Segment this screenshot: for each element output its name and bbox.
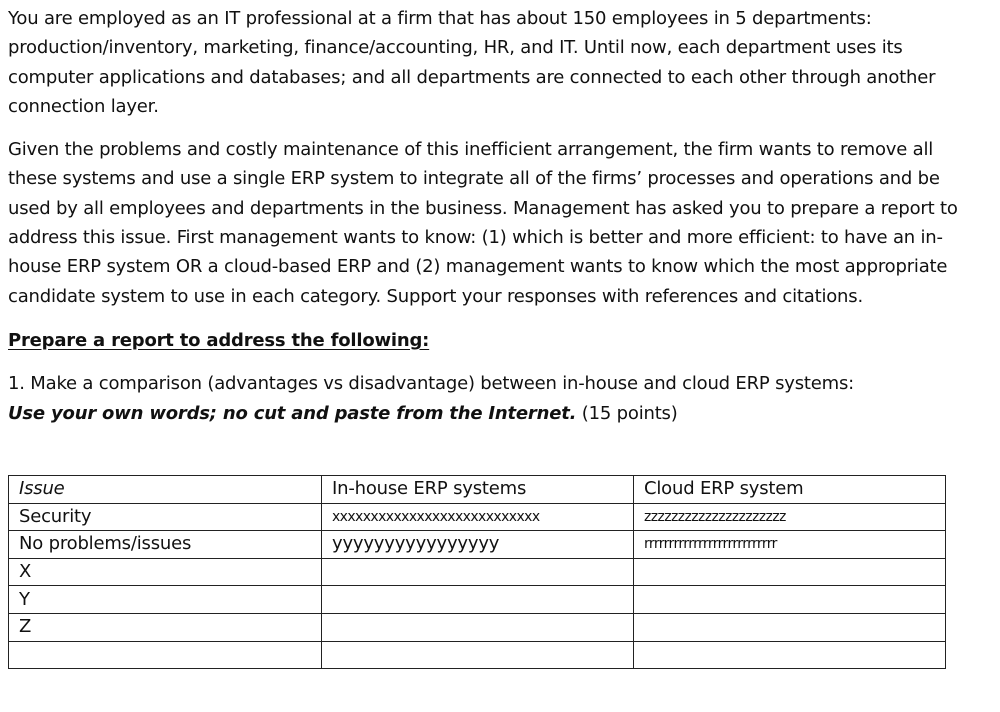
table-cell (322, 558, 634, 586)
table-row (9, 558, 946, 586)
problem-paragraph: Given the problems and costly maintenance of this inefficient arrangement, the firm wants to remove all these systems and use a single ERP system to integrate all of the firms’ processes and operations and be used by all employees and departments in the business. Management has asked you to prepare a report to address this issue. First management wants to know: (1) which is better and more efficient: to have an in-house ERP system OR a cloud-based ERP and (2) management wants to know which the most appropriate candidate system to use in each category. Support your responses with references and citations. (8, 139, 958, 307)
table-row (9, 531, 946, 559)
table-cell: xxxxxxxxxxxxxxxxxxxxxxxxxxx (322, 503, 634, 531)
question-1-instruction: Use your own words; no cut and paste from the Internet. (8, 402, 577, 424)
table-cell: yyyyyyyyyyyyyyyy (322, 531, 634, 559)
question-1-points: (15 points) (576, 402, 678, 424)
table-cell (634, 613, 946, 641)
header-issue: Issue (9, 476, 322, 504)
intro-paragraph: You are employed as an IT professional at a firm that has about 150 employees in 5 departments: production/inventory, marketing, finance/accounting, HR, and IT. Until now, each department uses its computer applications and databases; and all departments are connected to each other through another connection layer. (8, 8, 936, 117)
table-cell: rrrrrrrrrrrrrrrrrrrrrrrrrrr (634, 531, 946, 559)
table-header-row (9, 476, 946, 504)
document-page (8, 4, 958, 428)
report-heading: Prepare a report to address the following: (8, 329, 430, 351)
table-cell (634, 558, 946, 586)
table-row (9, 613, 946, 641)
header-cloud: Cloud ERP system (634, 476, 946, 504)
table-cell (9, 641, 322, 669)
table-cell (634, 641, 946, 669)
table-cell: Z (9, 613, 322, 641)
table-cell: X (9, 558, 322, 586)
table-cell (322, 586, 634, 614)
table-cell: zzzzzzzzzzzzzzzzzzzzz (634, 503, 946, 531)
table-cell (634, 586, 946, 614)
table-cell (322, 641, 634, 669)
table-row (9, 503, 946, 531)
question-1 (8, 369, 958, 428)
table-cell (322, 613, 634, 641)
table-cell: Security (9, 503, 322, 531)
comparison-table (8, 475, 946, 669)
table-row (9, 641, 946, 669)
header-inhouse: In-house ERP systems (322, 476, 634, 504)
table-row (9, 586, 946, 614)
table-cell: Y (9, 586, 322, 614)
question-1-text: 1. Make a comparison (advantages vs disadvantage) between in-house and cloud ERP systems: (8, 373, 854, 395)
table-cell: No problems/issues (9, 531, 322, 559)
